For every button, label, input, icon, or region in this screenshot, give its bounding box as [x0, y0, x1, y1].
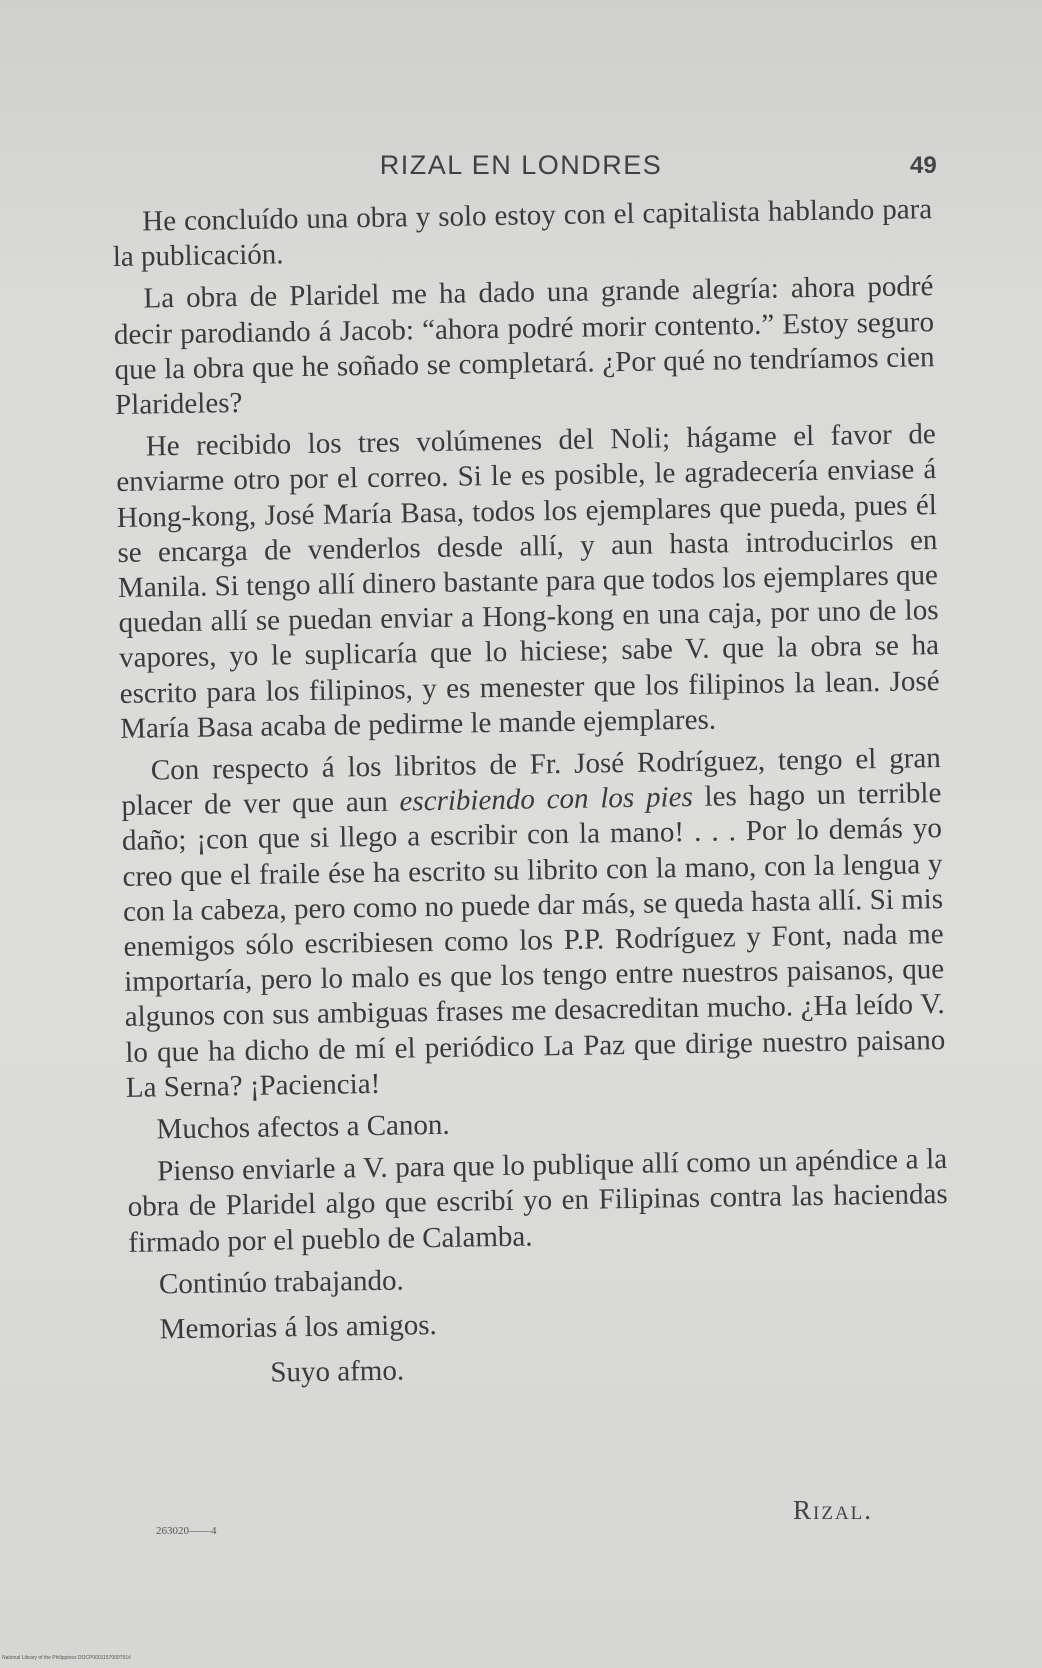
paragraph-2: La obra de Plaridel me ha dado una grande alegría: ahora podré decir parodiando á Jacob: “ahora podré morir contento.” Estoy seguro que la obra que he soñado se completará. ¿Por qué no tendríamos cien Plarideles?	[113, 270, 935, 421]
paragraph-8: Memorias á los amigos.	[159, 1309, 437, 1346]
page-number: 49	[910, 152, 937, 179]
library-footer: National Library of the Philippines DOCP0001157000751#	[2, 1655, 131, 1661]
running-header-title: RIZAL EN LONDRES	[379, 150, 663, 180]
paragraph-4-text-b: les hago un terrible daño; ¡con que si llego a escribir con la mano! . . . Por lo demás yo creo que el fraile ése ha escrito su librito con la mano, con la lengua y con la cabeza, pero como no puede dar más, se queda hasta allí. Si mis enemigos sólo escribiesen como los P.P. Rodríguez y Font, nada me importaría, pero lo malo es que los tengo entre nuestros paisanos, que algunos con sus ambiguas frases me desacreditan mucho. ¿Ha leído V. lo que ha dicho de mí el periódico La Paz que dirige nuestro paisano La Serna? ¡Paciencia!	[121, 777, 946, 1104]
letter-body	[112, 192, 951, 1393]
paragraph-4	[121, 741, 946, 1106]
paragraph-4-italic-phrase: escribiendo con los pies	[399, 781, 693, 818]
paragraph-1: He concluído una obra y solo estoy con el capitalista hablando para la publicación.	[112, 193, 933, 274]
printer-mark: 263020——4	[156, 1525, 217, 1537]
valediction: Suyo afmo.	[270, 1354, 405, 1389]
paragraph-3: He recibido los tres volúmenes del Noli; hágame el favor de enviarme otro por el correo. Si le es posible, le agradecería enviase á Hong-kong, José María Basa, todos los ejemplares que pueda, pues él se encarga de venderlos desde allí, y aun hasta introducirlos en Manila. Si tengo allí dinero bastante para que todos los ejemplares que quedan allí se puedan enviar a Hong-kong en una caja, por uno de los vapores, yo le suplicaría que lo hiciese; sabe V. que la obra se ha escrito para los filipinos, y es menester que los filipinos la lean. José María Basa acaba de pedirme le mande ejemplares.	[116, 418, 940, 745]
signature: Rizal.	[793, 1495, 874, 1525]
paragraph-7: Continúo trabajando.	[158, 1264, 405, 1301]
paragraph-4-text-a: Con respecto á los libritos de Fr. José Rodríguez, tengo el gran placer de ver que aun	[121, 742, 942, 823]
paragraph-5: Muchos afectos a Canon.	[156, 1108, 450, 1146]
paragraph-6: Pienso enviarle a V. para que lo publique allí como un apéndice a la obra de Plaridel algo que escribí yo en Filipinas contra las haciendas firmado por el pueblo de Calamba.	[127, 1143, 948, 1259]
